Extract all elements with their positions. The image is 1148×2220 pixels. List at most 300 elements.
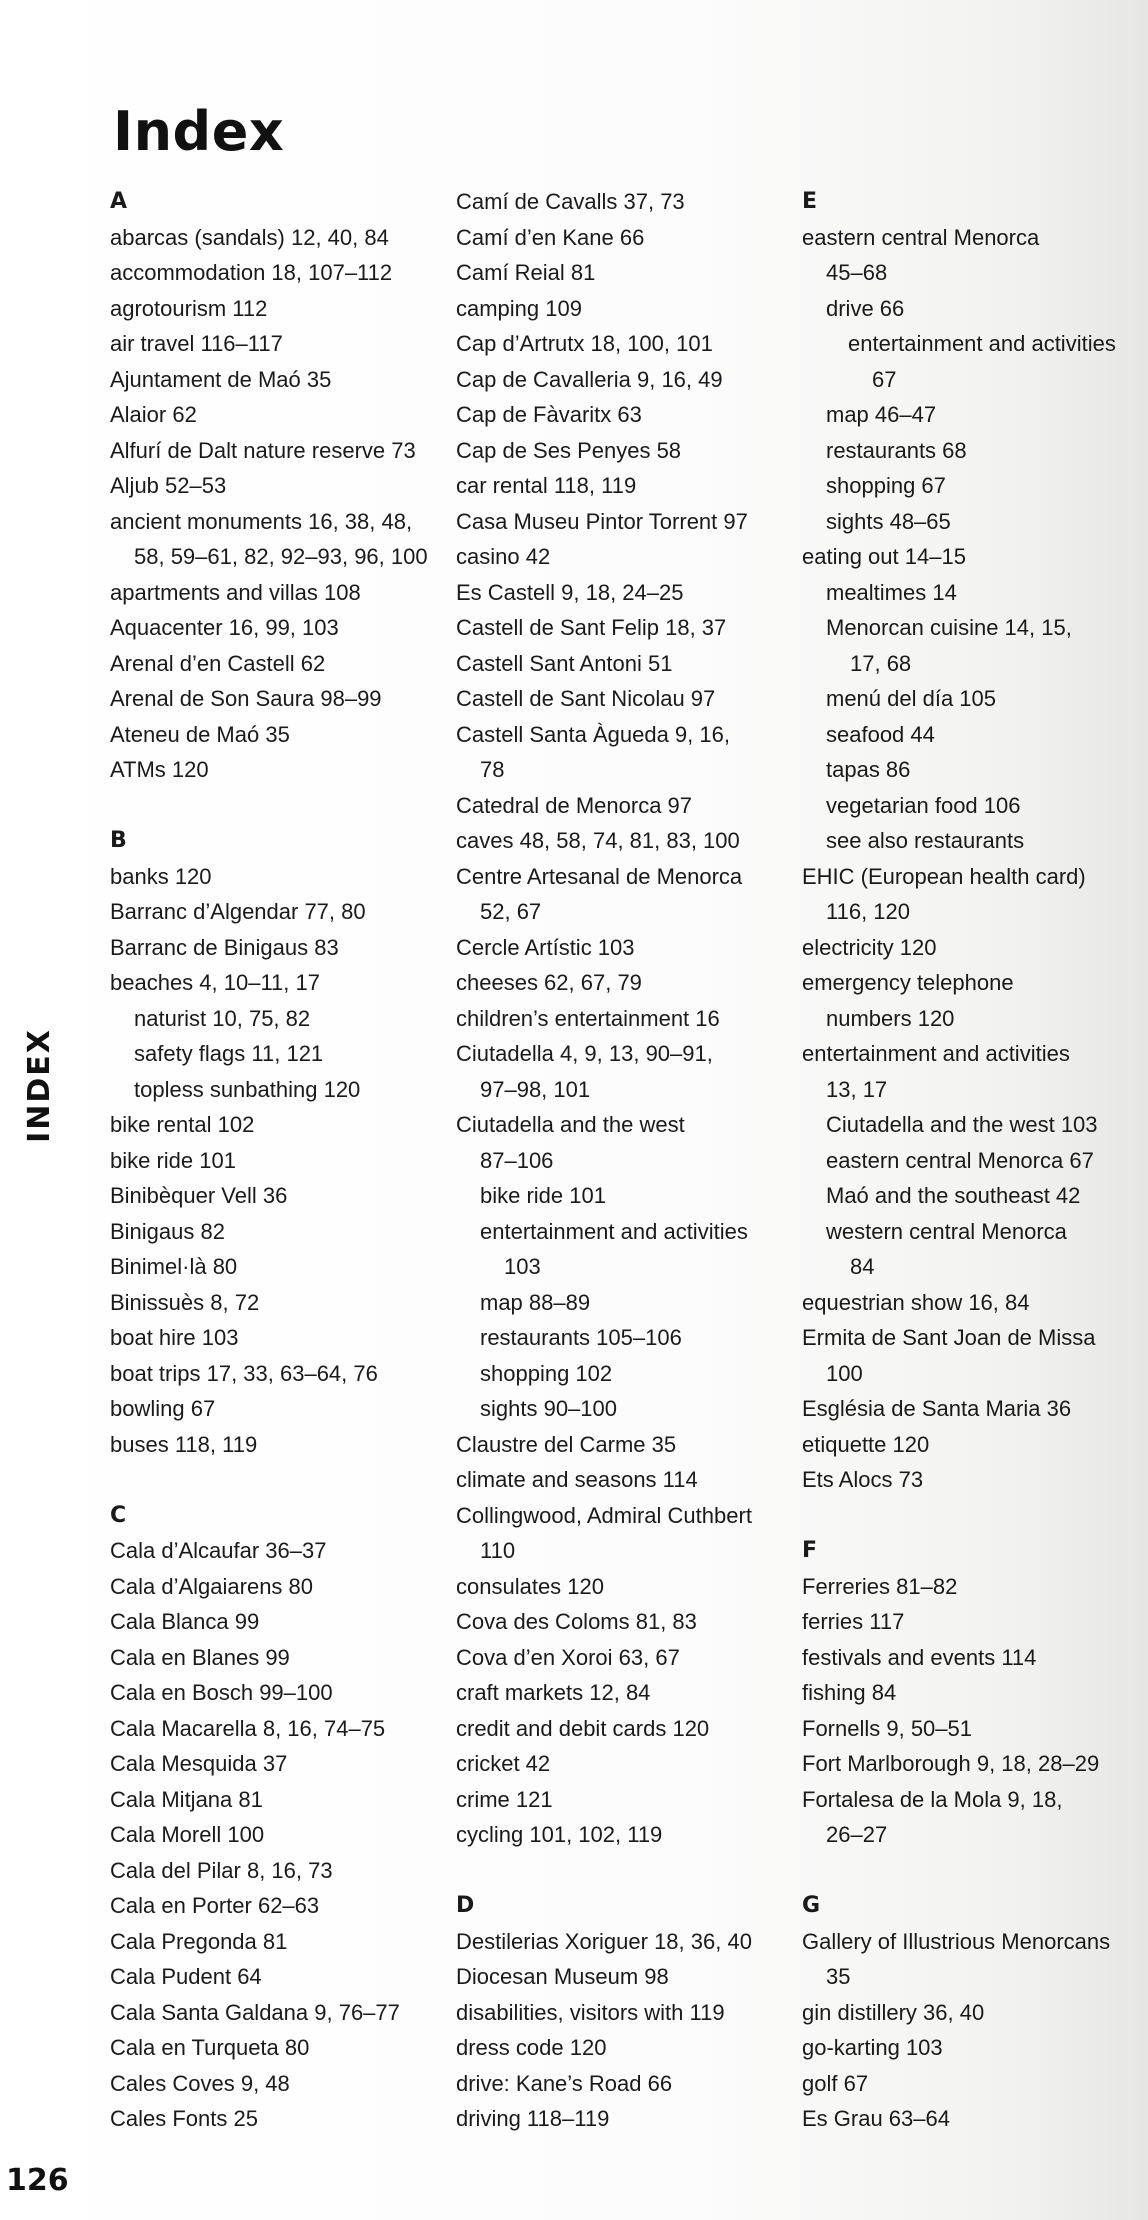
index-entry (456, 1675, 791, 1711)
index-entry-text: Cercle Artístic 103 (456, 934, 635, 960)
index-entry-text: Menorcan cuisine 14, 15, (826, 615, 1072, 640)
index-entry-text: camping 109 (456, 295, 582, 321)
index-entry (802, 539, 1137, 575)
index-entry (802, 1782, 1137, 1853)
index-entry-text: Castell de Sant Felip 18, 37 (456, 615, 727, 640)
index-entry-text: emergency telephone (802, 970, 1014, 995)
index-subentry (802, 823, 1137, 859)
index-entry-continuation: 103 (504, 1254, 541, 1279)
section-letter: D (456, 1893, 475, 1918)
index-entry (456, 646, 791, 682)
index-subentry (802, 1178, 1137, 1214)
index-entry-continuation: 84 (850, 1254, 875, 1279)
index-entry (110, 468, 445, 504)
index-entry-text: Cala en Bosch 99–100 (110, 1680, 333, 1705)
index-entry-text: Fort Marlborough 9, 18, 28–29 (802, 1751, 1100, 1776)
index-entry (110, 1817, 445, 1853)
index-entry (110, 2066, 445, 2102)
index-entry (456, 1569, 791, 1605)
index-entry-text: Gallery of Illustrious Menorcans (802, 1928, 1111, 1954)
index-entry-text: air travel 116–117 (110, 331, 283, 356)
index-entry-text: shopping 67 (826, 473, 946, 498)
section-gap (802, 1853, 1137, 1889)
index-entry (456, 1604, 791, 1640)
index-entry (802, 1036, 1137, 1107)
index-entry-text: craft markets 12, 84 (456, 1680, 651, 1705)
index-entry (802, 1675, 1137, 1711)
index-entry-text: naturist 10, 75, 82 (134, 1005, 311, 1031)
index-entry (110, 291, 445, 327)
index-subentry (802, 752, 1137, 788)
index-entry (456, 575, 791, 611)
index-entry (456, 1640, 791, 1676)
section-gap (456, 1853, 791, 1889)
index-column-1 (110, 184, 445, 2137)
index-entry-text: Barranc d’Algendar 77, 80 (110, 899, 366, 924)
section-letter: G (802, 1893, 821, 1918)
index-entry-text: bike ride 101 (110, 1147, 236, 1173)
index-entry-continuation: numbers 120 (826, 1005, 955, 1031)
index-entry (456, 1427, 791, 1463)
index-entry (110, 1249, 445, 1285)
index-entry-text: Cap de Ses Penyes 58 (456, 437, 682, 463)
index-entry-text: mealtimes 14 (826, 579, 957, 605)
index-entry-text: seafood 44 (826, 721, 935, 747)
index-entry (110, 1604, 445, 1640)
index-entry-text: map 88–89 (480, 1289, 591, 1315)
index-entry (802, 859, 1137, 930)
index-subentry (802, 1143, 1137, 1179)
index-entry-text: eastern central Menorca 67 (826, 1147, 1094, 1173)
index-entry (110, 1853, 445, 1889)
index-entry-text: Ajuntament de Maó 35 (110, 366, 332, 392)
index-entry-text: shopping 102 (480, 1360, 613, 1386)
index-entry (802, 1640, 1137, 1676)
index-entry-text: cycling 101, 102, 119 (456, 1822, 663, 1847)
index-entry (110, 433, 445, 469)
index-entry-text: Camí Reial 81 (456, 260, 596, 285)
section-letter: F (802, 1538, 818, 1563)
index-entry-text: eating out 14–15 (802, 544, 966, 569)
index-subentry (802, 717, 1137, 753)
index-entry (802, 1462, 1137, 1498)
index-entry-text: Casa Museu Pintor Torrent 97 (456, 508, 748, 534)
index-entry (110, 1640, 445, 1676)
index-entry (456, 823, 791, 859)
index-entry-text: Ciutadella 4, 9, 13, 90–91, (456, 1041, 713, 1066)
index-entry-text: safety flags 11, 121 (134, 1041, 324, 1066)
index-entry-text: boat hire 103 (110, 1325, 239, 1350)
index-entry-text: Alfurí de Dalt nature reserve 73 (110, 437, 416, 463)
index-entry-text: topless sunbathing 120 (134, 1076, 361, 1102)
index-entry (456, 1711, 791, 1747)
page-number: 126 (6, 2163, 69, 2198)
index-entry-text: Cala d’Algaiarens 80 (110, 1573, 314, 1599)
index-entry (110, 1107, 445, 1143)
index-entry (110, 1143, 445, 1179)
index-entry (456, 930, 791, 966)
index-entry-text: consulates 120 (456, 1573, 604, 1599)
index-entry-text: Catedral de Menorca 97 (456, 792, 693, 818)
index-entry-text: tapas 86 (826, 757, 911, 782)
index-entry-text: Ermita de Sant Joan de Missa (802, 1325, 1096, 1350)
index-entry-text: Barranc de Binigaus 83 (110, 934, 339, 960)
index-entry-text: cheeses 62, 67, 79 (456, 970, 642, 995)
index-entry-text: driving 118–119 (456, 2106, 610, 2131)
index-entry-text: Arenal de Son Saura 98–99 (110, 686, 382, 711)
index-entry-text: bike rental 102 (110, 1112, 255, 1137)
index-entry (110, 326, 445, 362)
index-entry-text: Maó and the southeast 42 (826, 1183, 1081, 1208)
index-entry (456, 220, 791, 256)
index-entry-text: disabilities, visitors with 119 (456, 1999, 725, 2025)
index-entry (456, 1817, 791, 1853)
index-entry-text: entertainment and activities (480, 1218, 748, 1244)
index-entry (802, 1320, 1137, 1391)
index-entry (456, 291, 791, 327)
index-entry-text: Cala Santa Galdana 9, 76–77 (110, 1999, 400, 2025)
index-entry (456, 1462, 791, 1498)
index-entry-text: see also restaurants (826, 828, 1025, 853)
index-entry-text: Diocesan Museum 98 (456, 1964, 669, 1989)
index-subentry (802, 788, 1137, 824)
index-entry (456, 255, 791, 291)
index-subentry (802, 575, 1137, 611)
index-entry (456, 2030, 791, 2066)
index-entry-text: Binibèquer Vell 36 (110, 1183, 288, 1208)
index-subentry (802, 681, 1137, 717)
index-entry (456, 1001, 791, 1037)
index-entry (456, 610, 791, 646)
index-entry-text: accommodation 18, 107–112 (110, 260, 393, 285)
index-entry-text: Destilerias Xoriguer 18, 36, 40 (456, 1928, 752, 1954)
index-entry (456, 965, 791, 1001)
index-entry-text: etiquette 120 (802, 1431, 930, 1457)
index-entry (110, 1569, 445, 1605)
index-entry-text: Cala d’Alcaufar 36–37 (110, 1538, 327, 1563)
section-gap (110, 1462, 445, 1498)
index-entry-text: Ciutadella and the west (456, 1112, 685, 1137)
index-entry (802, 1995, 1137, 2031)
index-entry (802, 1569, 1137, 1605)
index-entry-text: Església de Santa Maria 36 (802, 1396, 1072, 1421)
section-letter: B (110, 828, 127, 853)
index-entry-text: Cap d’Artrutx 18, 100, 101 (456, 331, 713, 356)
index-entry (802, 2066, 1137, 2102)
index-entry-text: Castell Sant Antoni 51 (456, 650, 673, 676)
index-entry-text: Cala en Blanes 99 (110, 1644, 290, 1670)
index-entry (110, 397, 445, 433)
index-entry-text: menú del día 105 (826, 686, 997, 711)
index-entry (456, 326, 791, 362)
index-entry-text: Cala en Porter 62–63 (110, 1893, 320, 1918)
index-entry (802, 965, 1137, 1036)
index-entry (110, 681, 445, 717)
index-entry (110, 1178, 445, 1214)
side-tab-text: INDEX (21, 1027, 57, 1143)
index-entry (110, 362, 445, 398)
index-entry-continuation: 116, 120 (826, 899, 911, 924)
index-entry (456, 681, 791, 717)
index-entry-text: ferries 117 (802, 1609, 905, 1634)
index-entry-text: golf 67 (802, 2070, 869, 2096)
index-entry-text: Fortalesa de la Mola 9, 18, (802, 1786, 1063, 1812)
index-entry-text: car rental 118, 119 (456, 473, 637, 498)
index-entry-text: vegetarian food 106 (826, 792, 1021, 818)
index-entry-text: cricket 42 (456, 1751, 551, 1776)
index-entry (110, 1888, 445, 1924)
index-entry-text: Binigaus 82 (110, 1218, 225, 1244)
index-entry (110, 752, 445, 788)
index-subentry (110, 1072, 445, 1108)
index-entry (110, 1214, 445, 1250)
index-entry (456, 362, 791, 398)
index-entry-text: beaches 4, 10–11, 17 (110, 970, 320, 995)
index-entry (456, 433, 791, 469)
index-entry-text: Cap de Cavalleria 9, 16, 49 (456, 366, 723, 392)
index-entry (456, 504, 791, 540)
index-entry-text: Cales Coves 9, 48 (110, 2070, 290, 2096)
index-entry (802, 1604, 1137, 1640)
index-entry-continuation: 13, 17 (826, 1076, 888, 1102)
index-entry-text: ancient monuments 16, 38, 48, (110, 508, 413, 534)
index-entry-text: restaurants 105–106 (480, 1325, 682, 1350)
index-entry-text: crime 121 (456, 1786, 553, 1812)
index-entry-text: Fornells 9, 50–51 (802, 1715, 972, 1741)
index-entry (802, 1427, 1137, 1463)
index-entry-text: agrotourism 112 (110, 295, 268, 321)
index-entry-text: sights 90–100 (480, 1396, 617, 1421)
index-entry-text: electricity 120 (802, 934, 937, 960)
index-entry (456, 1924, 791, 1960)
index-entry-text: Cala Morell 100 (110, 1822, 265, 1847)
index-entry-text: Ets Alocs 73 (802, 1467, 924, 1492)
index-entry-text: boat trips 17, 33, 63–64, 76 (110, 1360, 378, 1386)
index-entry (110, 1675, 445, 1711)
index-subentry (802, 397, 1137, 433)
index-entry-continuation: 26–27 (826, 1822, 888, 1847)
index-entry-text: Cala Pudent 64 (110, 1964, 262, 1989)
index-entry-text: Alaior 62 (110, 402, 197, 427)
index-entry-text: Binissuès 8, 72 (110, 1289, 260, 1315)
index-entry-text: Castell de Sant Nicolau 97 (456, 686, 716, 711)
index-entry (456, 1782, 791, 1818)
index-entry (110, 930, 445, 966)
index-entry-text: fishing 84 (802, 1680, 897, 1705)
index-entry-text: Aquacenter 16, 99, 103 (110, 615, 339, 640)
page-title: Index (113, 100, 285, 163)
index-entry-text: Es Castell 9, 18, 24–25 (456, 579, 684, 605)
index-entry-text: drive: Kane’s Road 66 (456, 2070, 673, 2096)
index-subentry (456, 1356, 791, 1392)
index-entry-text: gin distillery 36, 40 (802, 1999, 985, 2025)
index-entry-text: Ciutadella and the west 103 (826, 1112, 1098, 1137)
index-entry-text: Castell Santa Àgueda 9, 16, (456, 721, 730, 747)
index-column-2 (456, 184, 791, 2137)
index-entry-text: banks 120 (110, 863, 212, 889)
index-entry-text: Ferreries 81–82 (802, 1573, 958, 1599)
index-subentry (802, 433, 1137, 469)
index-entry (802, 1285, 1137, 1321)
index-entry-continuation: 78 (480, 757, 505, 782)
index-entry (110, 1427, 445, 1463)
index-entry (110, 859, 445, 895)
index-entry (110, 894, 445, 930)
index-entry-text: entertainment and activities (848, 331, 1116, 356)
index-subentry (802, 1107, 1137, 1143)
index-entry (456, 1959, 791, 1995)
index-entry (802, 1711, 1137, 1747)
side-tab-label (9, 1027, 69, 1143)
index-entry (110, 220, 445, 256)
index-entry (110, 1711, 445, 1747)
index-entry-text: Collingwood, Admiral Cuthbert (456, 1502, 752, 1528)
index-entry-text: equestrian show 16, 84 (802, 1289, 1030, 1315)
index-entry (110, 1320, 445, 1356)
section-letter: C (110, 1502, 127, 1528)
index-entry-text: Binimel·là 80 (110, 1254, 238, 1279)
index-entry-text: Centre Artesanal de Menorca (456, 863, 743, 889)
index-entry-text: Camí de Cavalls 37, 73 (456, 189, 685, 214)
index-entry-text: entertainment and activities (802, 1041, 1070, 1066)
index-entry (110, 1746, 445, 1782)
index-entry (456, 1107, 791, 1178)
index-entry (110, 965, 445, 1001)
index-entry (456, 788, 791, 824)
index-entry-text: Cala Mitjana 81 (110, 1786, 263, 1812)
index-entry (456, 1036, 791, 1107)
index-entry-text: Cova des Coloms 81, 83 (456, 1609, 697, 1634)
index-entry (456, 717, 791, 788)
index-entry-text: children’s entertainment 16 (456, 1005, 720, 1031)
index-entry-text: apartments and villas 108 (110, 579, 361, 605)
index-entry-continuation: 100 (826, 1360, 863, 1386)
index-entry (456, 1995, 791, 2031)
index-entry (110, 504, 445, 575)
index-entry-text: eastern central Menorca (802, 224, 1040, 250)
index-entry-text: sights 48–65 (826, 508, 951, 534)
index-entry-text: casino 42 (456, 544, 551, 569)
index-entry (110, 1285, 445, 1321)
index-entry (802, 930, 1137, 966)
index-subentry (802, 468, 1137, 504)
index-entry (110, 2101, 445, 2137)
index-entry-text: Cala del Pilar 8, 16, 73 (110, 1857, 333, 1883)
index-subentry (456, 1285, 791, 1321)
index-entry (110, 1959, 445, 1995)
index-subentry (802, 291, 1137, 327)
index-entry (110, 1995, 445, 2031)
index-entry-text: caves 48, 58, 74, 81, 83, 100 (456, 828, 740, 853)
index-entry (110, 255, 445, 291)
index-entry-text: Cala Mesquida 37 (110, 1751, 288, 1776)
index-subentry (802, 610, 1137, 681)
index-entry (110, 717, 445, 753)
index-entry (456, 539, 791, 575)
index-entry (110, 1782, 445, 1818)
index-entry-text: Ateneu de Maó 35 (110, 721, 290, 747)
section-letter: E (802, 189, 818, 214)
section-gap (802, 1498, 1137, 1534)
index-entry (456, 859, 791, 930)
index-entry (802, 1746, 1137, 1782)
index-subentry (456, 1178, 791, 1214)
index-entry-text: Cova d’en Xoroi 63, 67 (456, 1644, 680, 1670)
index-subentry (802, 504, 1137, 540)
index-entry (456, 184, 791, 220)
index-entry-continuation: 17, 68 (850, 650, 912, 676)
index-entry-text: festivals and events 114 (802, 1644, 1037, 1670)
index-column-3 (802, 184, 1137, 2137)
section-letter: A (110, 189, 128, 214)
index-subentry (456, 1320, 791, 1356)
index-entry-text: dress code 120 (456, 2035, 607, 2060)
index-entry (110, 575, 445, 611)
index-entry-text: Claustre del Carme 35 (456, 1431, 677, 1457)
index-subentry (110, 1001, 445, 1037)
index-entry-text: Cala en Turqueta 80 (110, 2035, 310, 2060)
index-entry (110, 646, 445, 682)
index-entry-text: EHIC (European health card) (802, 863, 1086, 889)
index-entry-text: restaurants 68 (826, 437, 967, 463)
index-entry-text: ATMs 120 (110, 757, 209, 782)
index-entry-text: Camí d’en Kane 66 (456, 224, 645, 250)
index-entry-text: drive 66 (826, 295, 905, 321)
index-entry-text: bowling 67 (110, 1396, 216, 1421)
index-entry (802, 2030, 1137, 2066)
index-entry-text: bike ride 101 (480, 1183, 606, 1208)
index-entry-continuation: 67 (872, 366, 897, 392)
index-entry (456, 468, 791, 504)
index-entry (802, 1391, 1137, 1427)
index-subentry (110, 1036, 445, 1072)
index-entry-text: Cales Fonts 25 (110, 2106, 258, 2131)
index-entry-text: climate and seasons 114 (456, 1467, 698, 1492)
index-entry (110, 1533, 445, 1569)
index-entry (802, 1924, 1137, 1995)
index-entry-text: abarcas (sandals) 12, 40, 84 (110, 224, 389, 250)
index-subentry (456, 1214, 791, 1285)
index-entry-continuation: 110 (480, 1538, 516, 1563)
index-entry-text: Cala Pregonda 81 (110, 1928, 288, 1954)
index-entry-text: western central Menorca (826, 1218, 1067, 1244)
index-subentry (802, 326, 1137, 397)
index-entry-text: go-karting 103 (802, 2035, 943, 2060)
index-subentry (456, 1391, 791, 1427)
index-entry (802, 2101, 1137, 2137)
index-entry (110, 1924, 445, 1960)
index-entry-text: credit and debit cards 120 (456, 1715, 710, 1741)
index-entry-continuation: 87–106 (480, 1147, 554, 1173)
index-entry (456, 2101, 791, 2137)
index-entry-continuation: 97–98, 101 (480, 1076, 591, 1102)
index-entry (110, 1391, 445, 1427)
index-entry (110, 2030, 445, 2066)
index-entry (802, 220, 1137, 291)
section-gap (110, 788, 445, 824)
index-entry-continuation: 35 (826, 1964, 851, 1989)
index-entry-text: map 46–47 (826, 402, 937, 427)
index-entry-text: Cala Macarella 8, 16, 74–75 (110, 1715, 386, 1741)
index-entry-text: Es Grau 63–64 (802, 2106, 950, 2131)
index-entry-continuation: 58, 59–61, 82, 92–93, 96, 100 (134, 544, 428, 569)
index-entry-text: buses 118, 119 (110, 1431, 258, 1457)
index-entry-text: Cala Blanca 99 (110, 1609, 260, 1634)
index-entry (456, 1498, 791, 1569)
index-entry (456, 2066, 791, 2102)
index-entry-text: Cap de Fàvaritx 63 (456, 402, 642, 427)
index-entry-continuation: 52, 67 (480, 899, 542, 924)
